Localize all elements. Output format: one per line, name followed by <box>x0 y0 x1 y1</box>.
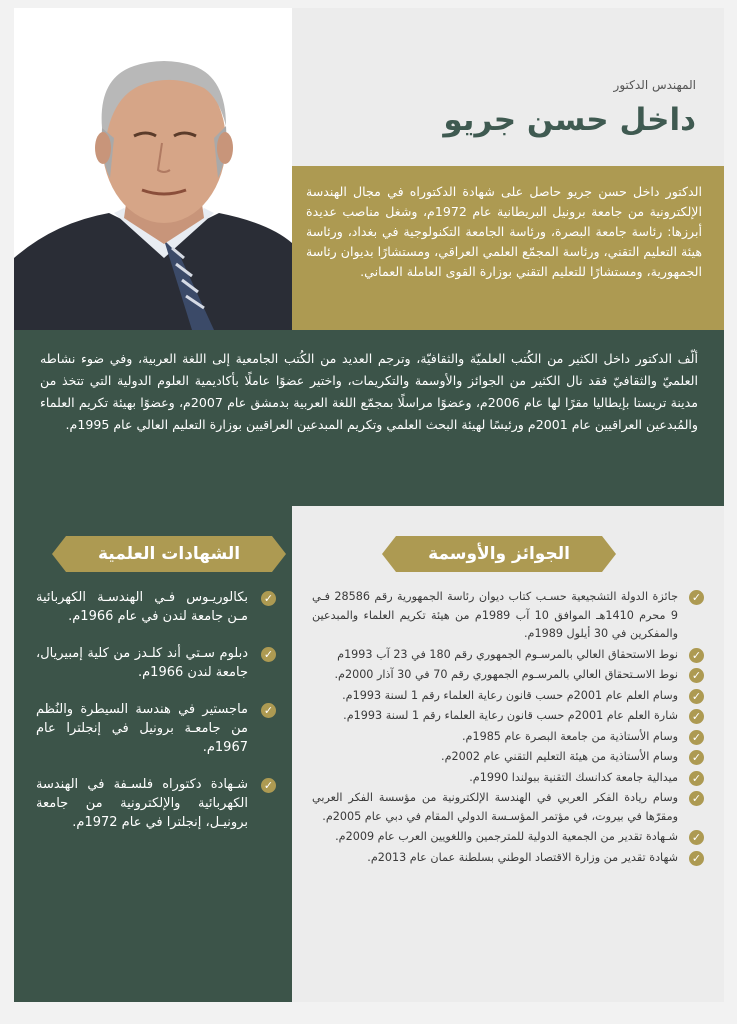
award-text: شارة العلم عام 2001م حسب قانون رعاية العلماء رقم 1 لسنة 1993م. <box>343 709 678 722</box>
list-item <box>312 666 704 685</box>
list-item <box>312 789 704 826</box>
awards-title: الجوائز والأوسمة <box>396 536 602 572</box>
award-text: جائزة الدولة التشجيعية حسـب كتاب ديوان رئاسة الجمهورية رقم 28586 فـي 9 محرم 1410هـ الموافق 10 آب 1989م من هيئة تكريم العلماء والمبدعين والمفكرين في 30 أيلول 1989م. <box>312 590 678 640</box>
check-icon: ✓ <box>689 771 704 786</box>
check-icon: ✓ <box>689 668 704 683</box>
list-item <box>312 748 704 767</box>
list-item <box>312 707 704 726</box>
profile-card <box>14 8 724 1002</box>
award-text: شهادة تقدير من وزارة الاقتصاد الوطني بسلطنة عمان عام 2013م. <box>367 850 678 864</box>
check-icon: ✓ <box>689 750 704 765</box>
subtitle: المهندس الدكتور <box>613 78 696 92</box>
portrait-photo <box>14 8 292 330</box>
check-icon: ✓ <box>689 689 704 704</box>
list-item <box>312 728 704 747</box>
check-icon: ✓ <box>689 851 704 866</box>
bio-main: ألّف الدكتور داخل الكثير من الكُتب العلميّة والثقافيّة، وترجم العديد من الكُتب الجامعية إلى اللغة العربية، وفي ضوء نشاطه العلميّ والثقافيّ فقد نال الكثير من الجوائز والأوسمة والتكريمات، واختير عضوًا عاملًا بأكاديمية العلوم الدولية التي تتخذ من مدينة تريستا بإيطاليا مقرًا لها عام 2006م، وعضوًا مراسلًا بمجمّع اللغة العربية بدمشق عام 2007م، وعضوًا بهيئة تكريم العلماء والمُبدعين العراقيين عام 2001م ورئيسًا لهيئة البحث العلمي وتكريم المبدعين العراقيين بوزارة التعليم العالي عام 1995م. <box>14 330 724 506</box>
degrees-section <box>14 506 292 1002</box>
check-icon: ✓ <box>261 703 276 718</box>
award-text: نوط الاسـتحقاق العالي بالمرسـوم الجمهوري رقم 70 في 30 آذار 2000م. <box>334 668 678 681</box>
check-icon: ✓ <box>261 778 276 793</box>
award-text: وسام العلم عام 2001م حسب قانون رعاية العلماء رقم 1 لسنة 1993م. <box>342 688 678 702</box>
degree-text: ماجستير في هندسة السيطرة والنُظم من جامعـة برونيل في إنجلترا عام 1967م. <box>36 702 248 755</box>
list-item <box>312 769 704 788</box>
degree-text: شـهادة دكتوراه فلسـفة في الهندسة الكهربائية والإلكترونية من جامعة برونيـل، إنجلترا في عام 1972م. <box>36 777 248 830</box>
award-text: ميدالية جامعة كدانسك التقنية ببولندا 1990م. <box>469 770 678 784</box>
list-item <box>312 849 704 868</box>
person-name: داخل حسن جريو <box>443 102 696 138</box>
degrees-title: الشهادات العلمية <box>66 536 272 572</box>
degree-text: دبلوم سـتي أند كلـدز من كلية إمبيريال، جامعة لندن 1966م. <box>36 646 248 680</box>
header <box>292 8 724 166</box>
list-item <box>312 687 704 706</box>
check-icon: ✓ <box>689 791 704 806</box>
award-text: نوط الاستحقاق العالي بالمرسـوم الجمهوري رقم 180 في 23 آب 1993م <box>337 647 678 661</box>
bio-intro: الدكتور داخل حسن جريو حاصل على شهادة الدكتوراه في مجال الهندسة الإلكترونية من جامعة برونيل البريطانية عام 1972م، وشغل مناصب عديدة أبرزها: رئاسة جامعة البصرة، ورئاسة الجامعة التكنولوجية في بغداد، ورئاسة هيئة التعليم التقني، ورئاسة المجمّع العلمي العراقي، ومستشارًا بديوان رئاسة الجمهورية، ومستشارًا للتعليم التقني بوزارة القوى العاملة العماني. <box>292 166 724 330</box>
degree-text: بكالوريـوس فـي الهندسـة الكهربائية مـن جامعة لندن في عام 1966م. <box>36 590 248 624</box>
list-item <box>36 644 276 682</box>
check-icon: ✓ <box>689 709 704 724</box>
list-item <box>36 775 276 832</box>
award-text: وسام ريادة الفكر العربي في الهندسة الإلكترونية من مؤسسة الفكر العربي ومقرّها في بيروت، في مؤتمر المؤسـسة الدولي المقام في دبي عام 2005م. <box>312 791 678 823</box>
check-icon: ✓ <box>689 730 704 745</box>
check-icon: ✓ <box>689 648 704 663</box>
award-text: شـهادة تقدير من الجمعية الدولية للمترجمين واللغويين العرب عام 2009م. <box>335 830 678 843</box>
awards-list <box>312 588 704 869</box>
check-icon: ✓ <box>261 591 276 606</box>
portrait-image <box>14 8 292 330</box>
check-icon: ✓ <box>261 647 276 662</box>
check-icon: ✓ <box>689 830 704 845</box>
awards-section <box>292 506 724 1002</box>
list-item <box>36 700 276 757</box>
list-item <box>312 828 704 847</box>
award-text: وسام الأستاذية من جامعة البصرة عام 1985م. <box>461 729 678 743</box>
list-item <box>312 646 704 665</box>
award-text: وسام الأستاذية من هيئة التعليم التقني عام 2002م. <box>441 750 678 763</box>
check-icon: ✓ <box>689 590 704 605</box>
list-item <box>36 588 276 626</box>
degrees-list <box>36 588 276 850</box>
list-item <box>312 588 704 644</box>
